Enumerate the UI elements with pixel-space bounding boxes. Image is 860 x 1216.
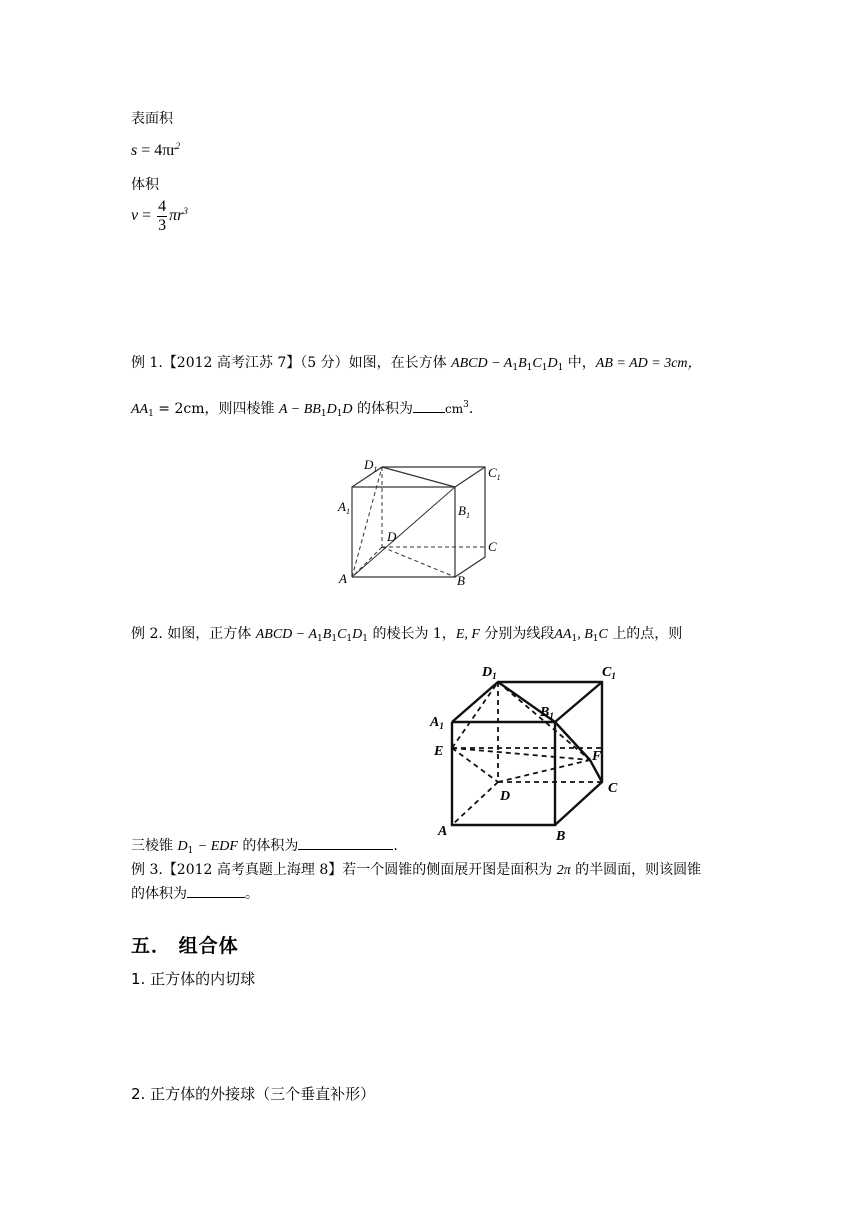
section-5-heading: 五． 组合体 [131,935,239,957]
label-b1: $B_1$ [540,705,554,721]
example-3-line-1: 例 3.【2012 高考真题上海理 8】若一个圆锥的侧面展开图是面积为 2π 的半圆面，则该圆锥 [131,862,702,878]
label-c1: $C_1$ [602,665,616,681]
surface-area-label: 表面积 [131,111,173,127]
label-b: B [556,829,566,844]
example-2-line-2: 三棱锥 $D_1$ − EDF 的体积为 . [131,835,398,856]
label-b: B [457,573,465,588]
label-d1: $D_1$ [482,665,497,681]
label-f: F [592,749,602,764]
label-d: D [387,529,397,544]
label-c1: $C_1$ [488,465,501,482]
label-c: C [488,539,497,554]
label-a1: $A_1$ [338,499,350,516]
cube-figure [420,660,630,845]
section-5-item-2: 2. 正方体的外接球（三个垂直补形） [131,1085,376,1103]
volume-label: 体积 [131,177,159,193]
surface-area-formula: $s = 4\pi r^2$ [131,141,181,159]
label-a: A [339,571,347,586]
label-a1: $A_1$ [430,715,444,731]
label-e: E [434,744,444,759]
label-d1: $D_1$ [364,457,378,474]
volume-formula: v = $\frac{4}{3}$ $\pi r^3$ [131,198,188,234]
cuboid-figure [330,455,520,595]
example-1-line-2: $AA_1 = 2cm$，则四棱锥 $A - BB_1D_1D$ 的体积为 $cm^3$. [131,400,474,419]
section-5-item-1: 1. 正方体的内切球 [131,970,256,988]
example-3-line-2: 的体积为 。 [131,883,259,903]
label-a: A [438,824,448,839]
label-b1: $B_1$ [458,503,470,520]
label-c: C [608,781,618,796]
example-2-line-1: 例 2. 如图，正方体 ABCD − $A_1B_1C_1D_1$ 的棱长为 1，E, F 分别为线段$AA_1$, $B_1C$ 上的点，则 [131,626,683,644]
label-d: D [500,789,511,804]
example-1-line-1: 例 1.【2012 高考江苏 7】（5 分）如图，在长方体 ABCD − $A_1B_1C_1D_1$ 中，AB = AD = 3cm， [131,355,702,373]
